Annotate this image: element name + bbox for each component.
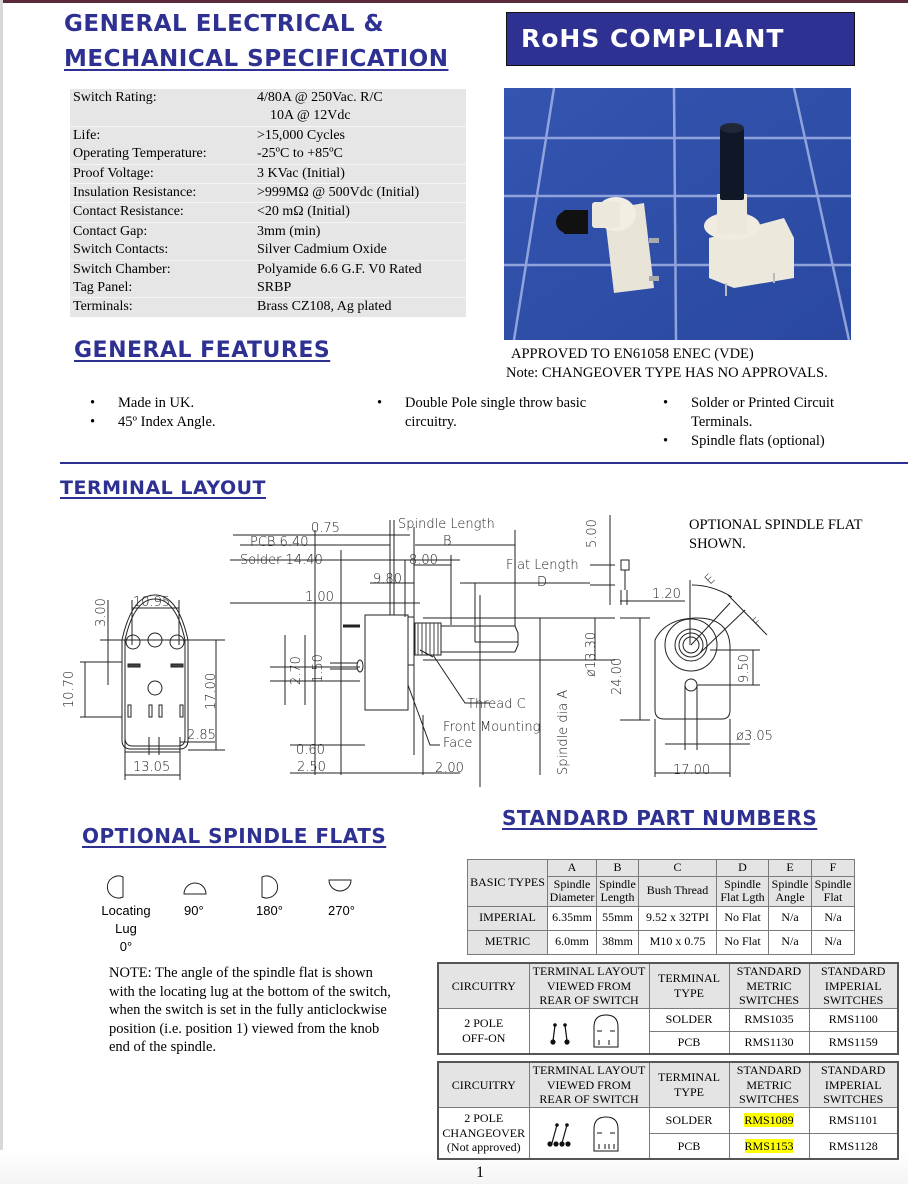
spec-row (70, 107, 466, 125)
section-divider (60, 462, 908, 464)
col-letter: E (769, 860, 812, 877)
dim-b: B (443, 534, 452, 549)
flat-length-label: Flat Length (506, 558, 579, 573)
flat-label-270: 270° (328, 903, 355, 918)
changeover-terminal-diagram-icon (539, 1111, 639, 1155)
basic-types-header: BASIC TYPES (468, 860, 548, 907)
spec-label: Switch Chamber: (73, 261, 171, 277)
cell: No Flat (717, 930, 769, 954)
spec-label: Operating Temperature: (73, 146, 207, 162)
row-type: IMPERIAL (468, 906, 548, 930)
cell: N/a (769, 930, 812, 954)
metric-part-number (729, 1133, 809, 1159)
flat-label-180: 180° (256, 903, 283, 918)
imperial-part-number: RMS1128 (809, 1133, 898, 1159)
table-row (468, 930, 855, 954)
cell: N/a (769, 906, 812, 930)
terminal-type: SOLDER (649, 1107, 729, 1133)
spec-value: Silver Cadmium Oxide (257, 242, 387, 258)
spec-value: >15,000 Cycles (257, 127, 345, 143)
metric-part-number: RMS1130 (729, 1031, 809, 1054)
spec-label: Contact Resistance: (73, 204, 184, 220)
dim-2-70: 2.70 (289, 656, 304, 685)
dim-24-00: 24.00 (610, 657, 625, 695)
changeover-part-table (437, 1061, 899, 1160)
spec-row (70, 241, 466, 259)
col-letter: F (812, 860, 855, 877)
page-top-rule (0, 0, 908, 3)
flat-f-label: F (750, 614, 767, 631)
col-subhead: Spindle Flat (812, 876, 855, 906)
angle-e-label: E (702, 571, 719, 588)
spec-label: Life: (73, 127, 101, 143)
changeover-note: Note: CHANGEOVER TYPE HAS NO APPROVALS. (506, 365, 828, 381)
feature-item: • 45º Index Angle. (90, 413, 310, 432)
dim-10-95: 10.95 (133, 595, 171, 610)
front-mounting-label: Front Mounting (443, 720, 541, 735)
highlighted-part-number: RMS1089 (744, 1112, 794, 1127)
imperial-part-number: RMS1159 (809, 1031, 898, 1054)
cell: No Flat (717, 906, 769, 930)
dim-1-50: 1.50 (311, 654, 326, 683)
off-on-part-table (437, 962, 899, 1055)
spec-label: Terminals: (73, 299, 133, 315)
col-subhead: Spindle Diameter (548, 876, 597, 906)
spec-value: -25ºC to +85ºC (257, 146, 343, 162)
flat-label-0: Locating Lug 0° (101, 903, 151, 954)
optional-flat-note-line: SHOWN. (689, 536, 746, 552)
spec-value: Brass CZ108, Ag plated (257, 299, 392, 315)
imperial-part-number: RMS1101 (809, 1107, 898, 1133)
header-terminal-layout: TERMINAL LAYOUT VIEWED FROM REAR OF SWITCH (529, 1062, 649, 1107)
approval-note (506, 345, 828, 383)
cell: N/a (812, 906, 855, 930)
cell: N/a (812, 930, 855, 954)
col-subhead: Spindle Length (597, 876, 639, 906)
dim-0-75: 0.75 (311, 521, 340, 536)
optional-flat-note (689, 516, 862, 554)
spec-value: SRBP (257, 280, 292, 296)
spec-row (70, 126, 466, 145)
flat-90-icon (184, 883, 206, 894)
feature-item: • Made in UK. (90, 394, 310, 413)
basic-types-table (467, 859, 855, 955)
spec-label: Insulation Resistance: (73, 185, 197, 201)
dim-5-00: 5.00 (585, 519, 600, 548)
general-features-heading: GENERAL FEATURES (74, 338, 331, 363)
table-row (438, 1008, 898, 1031)
spec-label: Switch Rating: (73, 90, 157, 105)
flat-label-90: 90° (184, 903, 204, 918)
col-letter: B (597, 860, 639, 877)
col-letter: C (639, 860, 717, 877)
metric-part-number: RMS1035 (729, 1008, 809, 1031)
page-title-line1: GENERAL ELECTRICAL & (64, 11, 385, 37)
header-terminal-layout: TERMINAL LAYOUT VIEWED FROM REAR OF SWITCH (529, 963, 649, 1008)
feature-item: • Spindle flats (optional) (663, 432, 863, 451)
spindle-length-label: Spindle Length (398, 517, 495, 532)
header-terminal-type: TERMINAL TYPE (649, 963, 729, 1008)
spec-row (70, 202, 466, 221)
highlighted-part-number: RMS1153 (744, 1138, 794, 1153)
cell: 55mm (597, 906, 639, 930)
spec-row (70, 145, 466, 163)
header-imperial: STANDARD IMPERIAL SWITCHES (809, 963, 898, 1008)
flat-180-icon (262, 876, 278, 898)
dim-2-85: 2.85 (187, 728, 216, 743)
terminal-type: SOLDER (649, 1008, 729, 1031)
dim-pcb: PCB 6.40 (250, 535, 309, 550)
dim-9-50: 9.50 (737, 654, 752, 683)
features-column-1 (90, 394, 310, 432)
dim-2-00: 2.00 (435, 761, 464, 776)
metric-part-number (729, 1107, 809, 1133)
col-subhead: Spindle Angle (769, 876, 812, 906)
imperial-part-number: RMS1100 (809, 1008, 898, 1031)
rohs-compliant-badge: RoHS COMPLIANT (506, 12, 855, 66)
standard-part-numbers-heading: STANDARD PART NUMBERS (502, 806, 818, 830)
page-left-edge (0, 0, 3, 1184)
dim-13-30: ø13.30 (584, 631, 599, 677)
spindle-flat-icons (96, 872, 396, 962)
terminal-layout-heading: TERMINAL LAYOUT (60, 477, 266, 499)
row-type: METRIC (468, 930, 548, 954)
features-column-2 (377, 394, 627, 432)
header-metric: STANDARD METRIC SWITCHES (729, 963, 809, 1008)
dim-3-00: 3.00 (94, 598, 109, 627)
col-subhead: Bush Thread (639, 876, 717, 906)
feature-item: • Solder or Printed Circuit Terminals. (663, 394, 863, 432)
spec-value: 10A @ 12Vdc (270, 108, 351, 124)
table-row (468, 906, 855, 930)
spec-value: <20 mΩ (Initial) (257, 204, 350, 220)
dim-17-00: 17.00 (204, 672, 219, 710)
spec-label: Contact Gap: (73, 223, 148, 239)
dim-1-20: 1.20 (652, 587, 681, 602)
spec-row (70, 279, 466, 297)
terminal-type: PCB (649, 1133, 729, 1159)
optional-flat-note-line: OPTIONAL SPINDLE FLAT (689, 517, 863, 533)
col-subhead: Spindle Flat Lgth (717, 876, 769, 906)
spec-value: 3 KVac (Initial) (257, 165, 345, 181)
header-circuitry: CIRCUITRY (438, 963, 529, 1008)
terminal-layout-cell (529, 1008, 649, 1054)
spec-label: Switch Contacts: (73, 242, 169, 258)
product-photo-illustration (504, 88, 851, 340)
spec-value: >999MΩ @ 500Vdc (Initial) (257, 185, 420, 201)
spindle-flat-note: NOTE: The angle of the spindle flat is shown with the locating lug at the bottom of the switch, when the switch is set in the fully anticlockwise position (i.e. position 1) viewed from the knob end of the spindle. (109, 965, 391, 1056)
spec-label: Tag Panel: (73, 280, 133, 296)
front-face-label: Face (443, 736, 473, 751)
header-terminal-type: TERMINAL TYPE (649, 1062, 729, 1107)
cell: M10 x 0.75 (639, 930, 717, 954)
spec-row (70, 164, 466, 183)
spec-value: 3mm (min) (257, 223, 321, 239)
spec-value: 4/80A @ 250Vac. R/C (257, 90, 383, 105)
header-imperial: STANDARD IMPERIAL SWITCHES (809, 1062, 898, 1107)
dim-10-70: 10.70 (62, 670, 77, 708)
off-on-terminal-diagram-icon (539, 1011, 639, 1051)
dim-9-80: 9.80 (373, 572, 402, 587)
dim-solder: Solder 14.40 (240, 553, 323, 568)
cell: 38mm (597, 930, 639, 954)
terminal-type: PCB (649, 1031, 729, 1054)
optional-spindle-flats-heading: OPTIONAL SPINDLE FLATS (82, 824, 387, 848)
dim-17-00-front: 17.00 (673, 763, 711, 778)
terminal-layout-cell (529, 1107, 649, 1159)
page-number: 1 (476, 1164, 484, 1181)
flat-0-icon (107, 876, 123, 898)
col-letter: A (548, 860, 597, 877)
flat-270-icon (329, 880, 351, 891)
dim-1-00: 1.00 (305, 590, 334, 605)
table-row (438, 1107, 898, 1133)
cell: 9.52 x 32TPI (639, 906, 717, 930)
spec-row (70, 222, 466, 241)
dimension-labels (62, 517, 773, 778)
dim-3-05: ø3.05 (736, 729, 773, 744)
dim-8-00: 8.00 (409, 553, 438, 568)
header-circuitry: CIRCUITRY (438, 1062, 529, 1107)
col-letter: D (717, 860, 769, 877)
circuitry-cell: 2 POLE CHANGEOVER (Not approved) (438, 1107, 529, 1159)
spec-row (70, 297, 466, 316)
spindle-dia-label: Spindle dia A (556, 689, 571, 775)
spec-row (70, 89, 466, 107)
spec-row (70, 183, 466, 202)
approval-line: APPROVED TO EN61058 ENEC (VDE) (511, 346, 754, 362)
dim-2-50: 2.50 (297, 760, 326, 775)
dim-0-60: 0.60 (296, 743, 325, 758)
feature-item: • Double Pole single throw basic circuitry. (377, 394, 627, 432)
spec-table (70, 89, 466, 317)
product-photo (504, 88, 851, 340)
cell: 6.0mm (548, 930, 597, 954)
spec-label: Proof Voltage: (73, 165, 154, 181)
dim-13-05: 13.05 (133, 760, 171, 775)
page-title-line2: MECHANICAL SPECIFICATION (64, 46, 449, 72)
spec-row (70, 260, 466, 279)
header-metric: STANDARD METRIC SWITCHES (729, 1062, 809, 1107)
spec-value: Polyamide 6.6 G.F. V0 Rated (257, 261, 422, 277)
thread-c-label: Thread C (467, 697, 526, 712)
circuitry-cell: 2 POLE OFF-ON (438, 1008, 529, 1054)
dim-d: D (537, 575, 548, 590)
cell: 6.35mm (548, 906, 597, 930)
features-column-3 (663, 394, 863, 451)
